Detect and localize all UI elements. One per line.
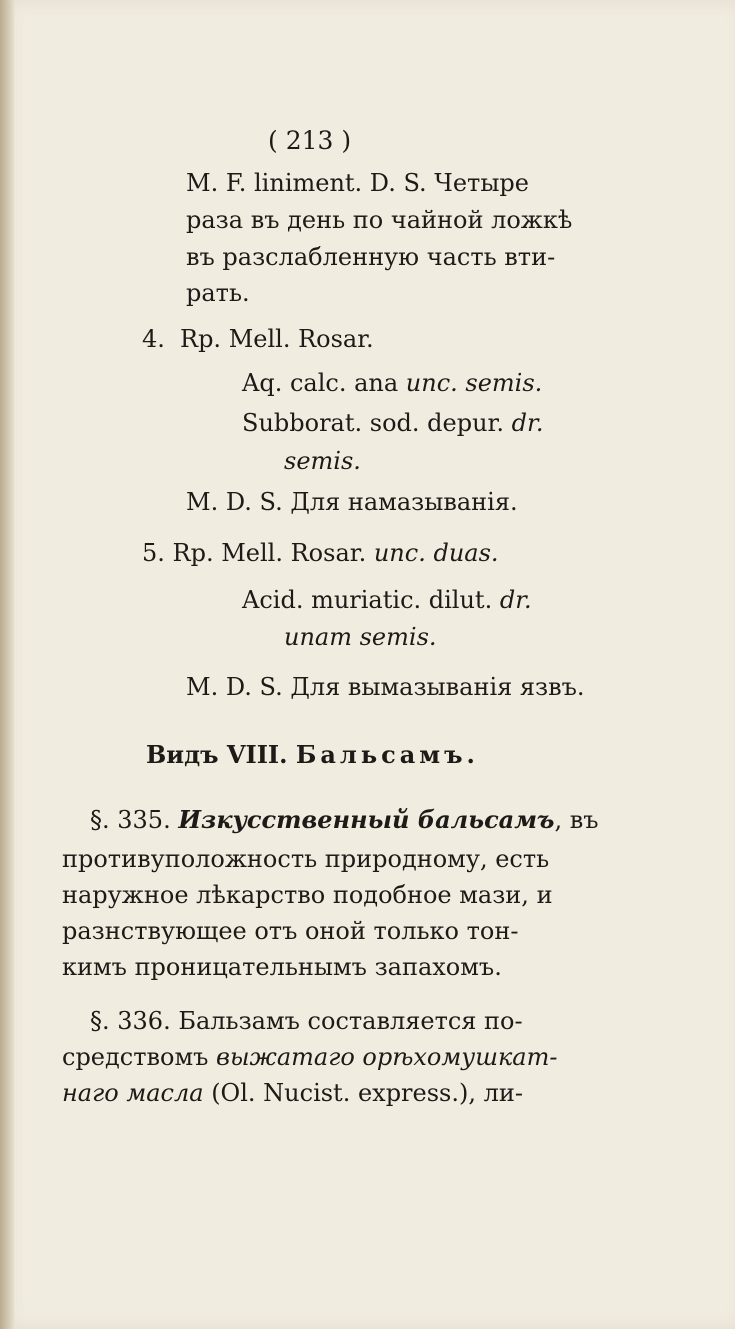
recipe-number: 4. <box>142 325 165 353</box>
recipe-dose: dr. <box>511 409 544 437</box>
paragraph-line <box>62 1078 523 1108</box>
paragraph-text: , въ <box>554 806 599 834</box>
page-number: ( 213 ) <box>268 126 352 155</box>
term-italic: Изкусственный бальсамъ <box>178 805 555 834</box>
paragraph-line: разнствующее отъ оной только тон- <box>62 917 519 945</box>
section-heading <box>146 740 479 770</box>
text-line: раза въ день по чайной ложкѣ <box>186 206 573 234</box>
text-line: въ разслабленную часть вти- <box>186 243 556 271</box>
paragraph-text: средствомъ <box>62 1043 217 1071</box>
text-line: рать. <box>186 279 250 307</box>
recipe-text: Acid. muriatic. dilut. <box>242 586 500 614</box>
page-spine-shadow <box>0 0 14 1329</box>
paragraph-line: наружное лѣкарство подобное мази, и <box>62 881 553 909</box>
term-italic: выжатаго орѣхомушкат- <box>216 1043 558 1071</box>
recipe-text: Subborat. sod. depur. <box>242 409 512 437</box>
recipe-line: Rp. Mell. Rosar. <box>180 325 374 353</box>
term-italic: наго масла <box>62 1079 204 1107</box>
recipe-signature: M. D. S. Для вымазыванія язвъ. <box>186 673 585 701</box>
recipe-line: semis. <box>284 447 361 475</box>
recipe-signature: M. D. S. Для намазыванія. <box>186 488 518 516</box>
recipe-line <box>242 585 532 615</box>
heading-label: Видъ VIII. <box>146 740 296 769</box>
recipe-text: 5. Rp. Mell. Rosar. <box>142 539 374 567</box>
paragraph-line <box>62 1042 557 1072</box>
recipe-line: unam semis. <box>284 623 437 651</box>
text-line: M. F. liniment. D. S. Четыре <box>186 169 529 197</box>
recipe-text: Aq. calc. ana <box>242 369 406 397</box>
recipe-dose: unc. semis. <box>405 369 543 397</box>
paragraph-text: (Ol. Nucist. express.), ли- <box>203 1079 523 1107</box>
recipe-dose: unc. duas. <box>373 539 499 567</box>
recipe-line <box>142 538 499 568</box>
recipe-line <box>242 368 542 398</box>
paragraph-line: кимъ проницательнымъ запахомъ. <box>62 953 502 981</box>
paragraph-line: противуположность природному, есть <box>62 845 550 873</box>
recipe-line <box>242 408 543 438</box>
paragraph-line <box>90 805 599 835</box>
recipe-dose: dr. <box>499 586 532 614</box>
paragraph-number: §. 335. <box>90 806 179 834</box>
paragraph-line: §. 336. Бальзамъ составляется по- <box>90 1007 523 1035</box>
heading-title: Бальсамъ. <box>295 740 479 769</box>
